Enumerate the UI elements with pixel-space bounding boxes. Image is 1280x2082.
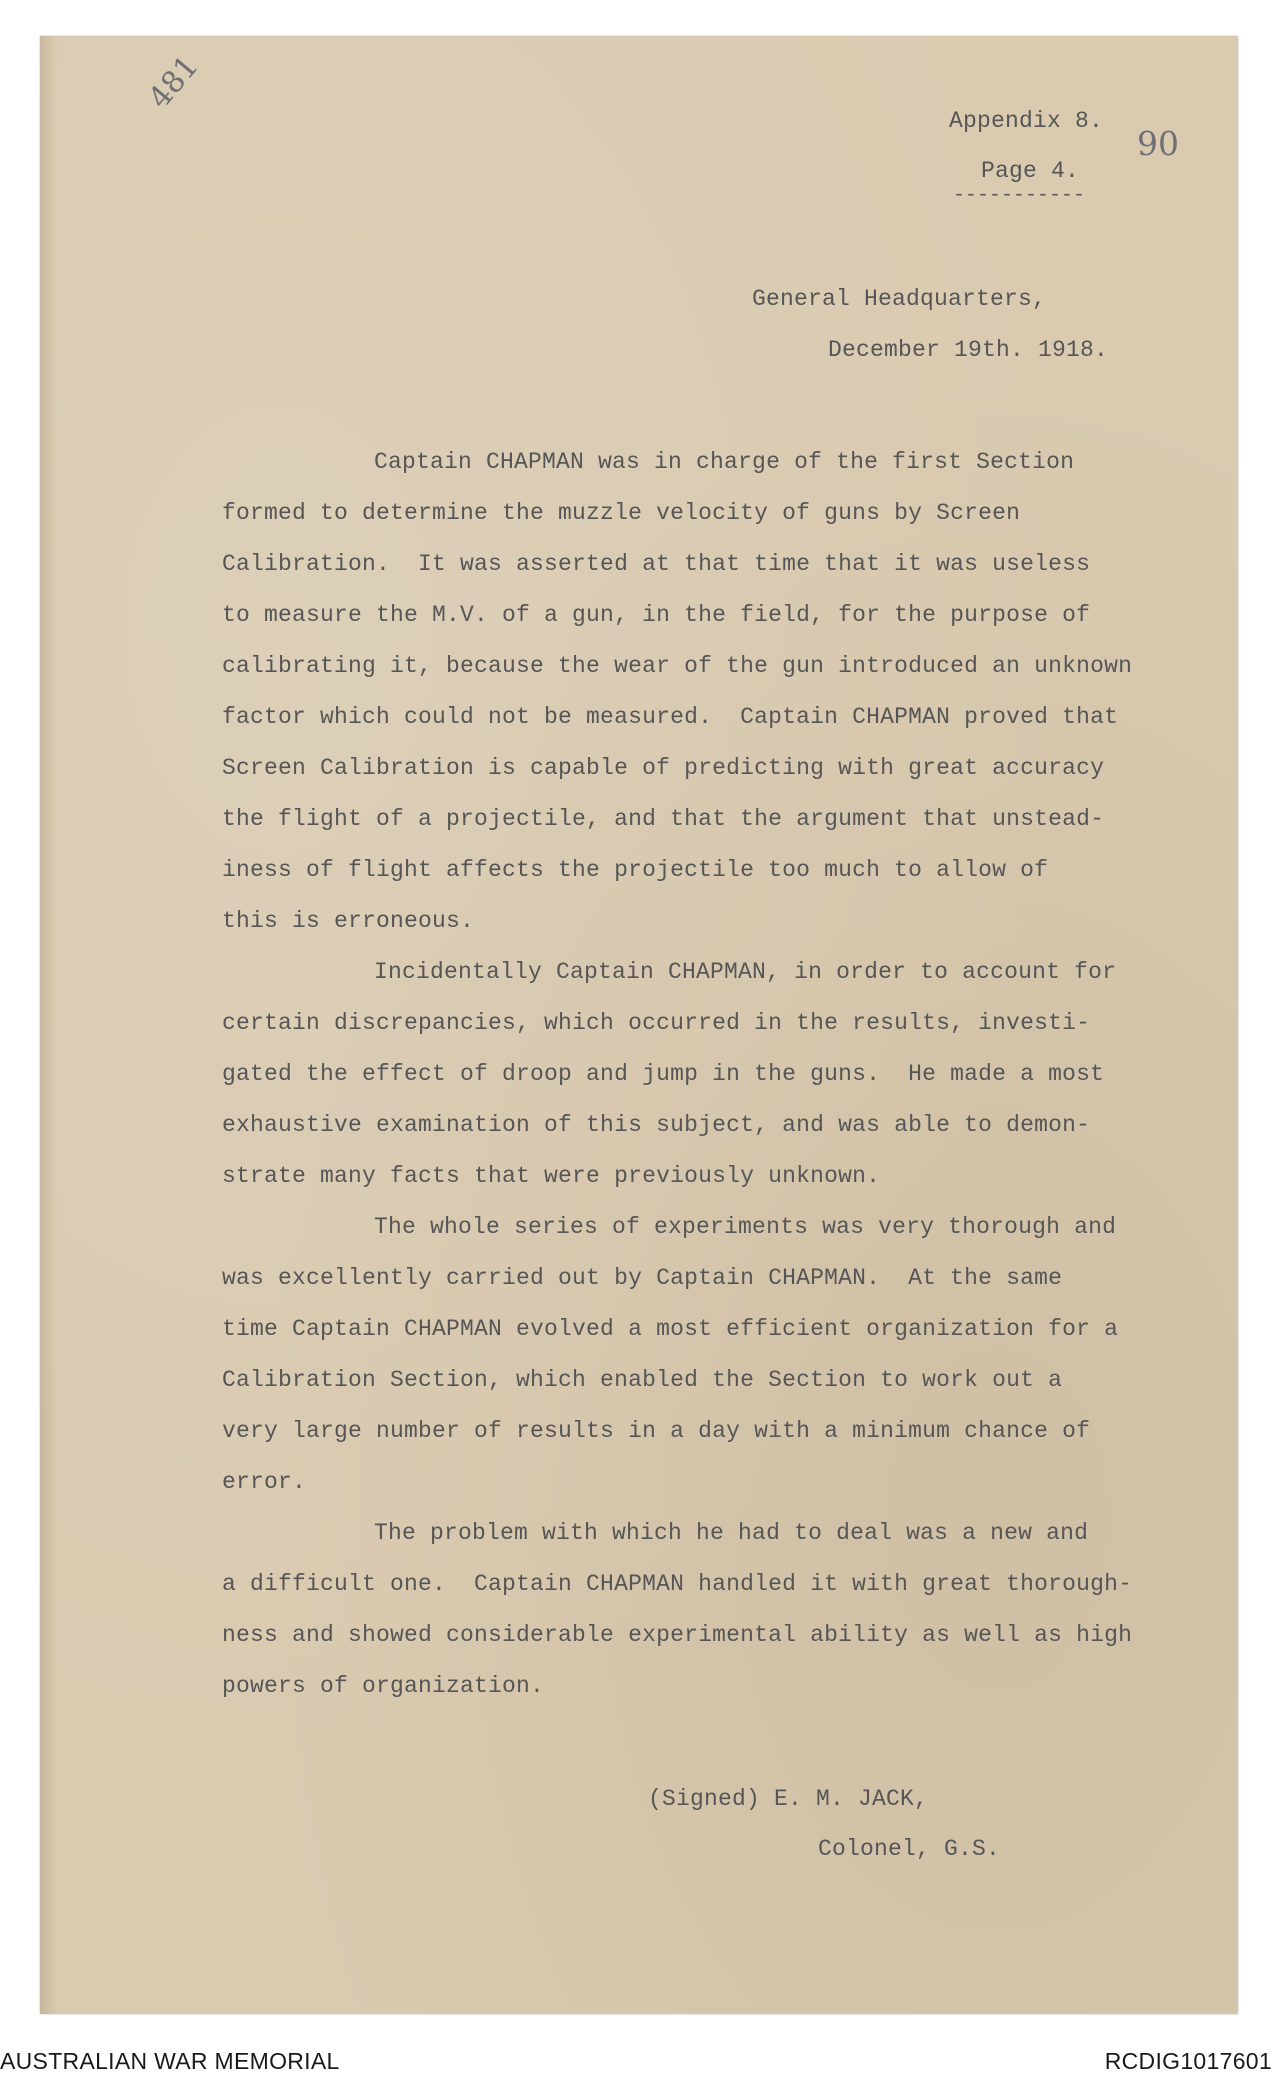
body-line: powers of organization.: [222, 1673, 545, 1699]
body-line: was excellently carried out by Captain CHAPMAN. At the same: [222, 1265, 1063, 1291]
body-line: ness and showed considerable experimental ability as well as high: [222, 1622, 1133, 1648]
body-line: very large number of results in a day with a minimum chance of: [222, 1418, 1091, 1444]
body-line: formed to determine the muzzle velocity of guns by Screen: [222, 500, 1021, 526]
letter-body: [222, 437, 1232, 1712]
body-line: Calibration Section, which enabled the Section to work out a: [222, 1367, 1063, 1393]
body-line: error.: [222, 1469, 307, 1495]
body-line: certain discrepancies, which occurred in the results, investi-: [222, 1010, 1091, 1036]
footer-institution: AUSTRALIAN WAR MEMORIAL: [0, 2048, 340, 2074]
handwritten-page-number: 90: [1137, 124, 1179, 163]
body-line: time Captain CHAPMAN evolved a most efficient organization for a: [222, 1316, 1119, 1342]
signatory-rank: Colonel, G.S.: [818, 1836, 1001, 1862]
header-rule: -----------: [953, 184, 1086, 207]
body-line: Screen Calibration is capable of predicting with great accuracy: [222, 755, 1105, 781]
body-line: iness of flight affects the projectile too much to allow of: [222, 857, 1049, 883]
body-line: Calibration. It was asserted at that time that it was useless: [222, 551, 1091, 577]
body-line: the flight of a projectile, and that the argument that unstead-: [222, 806, 1105, 832]
signature-line: (Signed) E. M. JACK,: [648, 1786, 929, 1812]
page-label: Page 4.: [981, 158, 1080, 184]
body-line: this is erroneous.: [222, 908, 475, 934]
footer-reference: RCDIG1017601: [1104, 2048, 1272, 2074]
body-line: factor which could not be measured. Captain CHAPMAN proved that: [222, 704, 1119, 730]
body-line: strate many facts that were previously unknown.: [222, 1163, 881, 1189]
body-line: Incidentally Captain CHAPMAN, in order to account for: [374, 959, 1117, 985]
body-line: calibrating it, because the wear of the gun introduced an unknown: [222, 653, 1133, 679]
body-line: The whole series of experiments was very thorough and: [374, 1214, 1117, 1240]
body-line: exhaustive examination of this subject, and was able to demon-: [222, 1112, 1091, 1138]
appendix-label: Appendix 8.: [949, 108, 1104, 134]
body-line: Captain CHAPMAN was in charge of the first Section: [374, 449, 1075, 475]
body-line: gated the effect of droop and jump in the guns. He made a most: [222, 1061, 1105, 1087]
body-line: The problem with which he had to deal was a new and: [374, 1520, 1089, 1546]
date-line: December 19th. 1918.: [828, 337, 1109, 363]
body-line: a difficult one. Captain CHAPMAN handled it with great thorough-: [222, 1571, 1133, 1597]
handwritten-folio-number: 481: [142, 49, 206, 116]
place-line: General Headquarters,: [752, 286, 1047, 312]
body-line: to measure the M.V. of a gun, in the field, for the purpose of: [222, 602, 1091, 628]
